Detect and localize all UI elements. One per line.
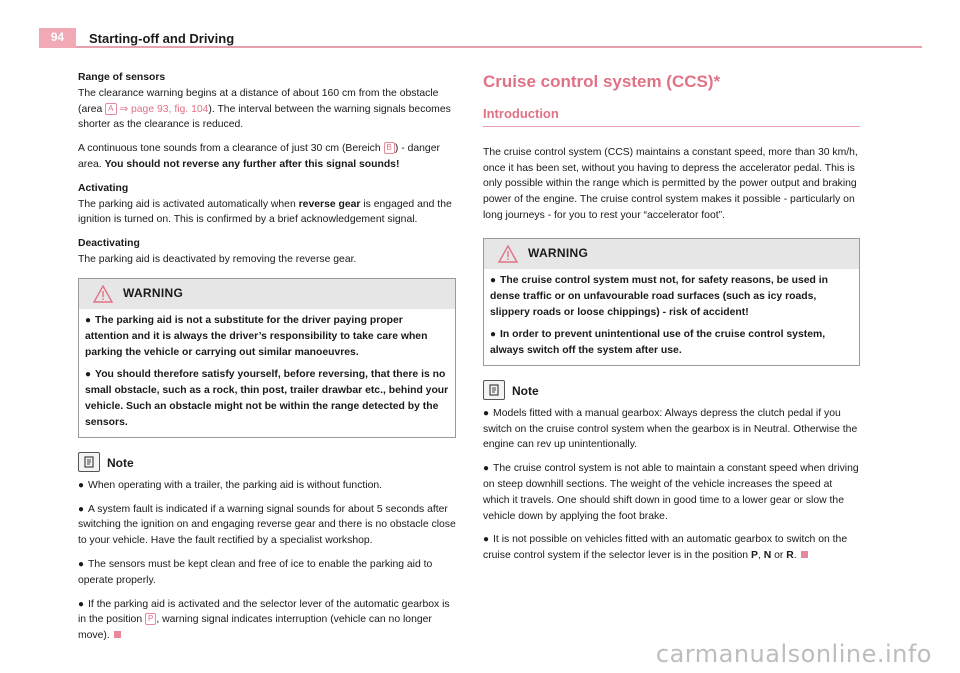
text-span: is engaged and the ignition is turned on. This is confirmed by a brief acknowledgement signal. xyxy=(78,198,452,226)
activating-paragraph xyxy=(78,197,456,229)
text-span: The cruise control system is not able to maintain a constant speed when driving on steep downhill sections. The weight of the vehicle increases the speed at which it travels. One should shift down in good time to a lower gear or slow the vehicle down by applying the foot brake. xyxy=(483,463,859,522)
page-link[interactable]: ⇒ page 93, fig. 104 xyxy=(119,103,209,115)
warning-triangle-icon xyxy=(498,245,518,263)
bullet-icon: ● xyxy=(78,558,85,570)
warning-triangle-icon xyxy=(93,285,113,303)
bold-text: reverse gear xyxy=(298,198,361,210)
text-span: You should therefore satisfy yourself, before reversing, that there is no small obstacle, such as a rock, thin post, trailer drawbar etc., behind your vehicle. Such an obstacle might not be within the range detected by the sensors. xyxy=(85,368,449,428)
text-span: ) - danger area. xyxy=(78,143,440,170)
note-item xyxy=(78,557,456,589)
area-badge-a: A xyxy=(105,103,116,115)
text-span: If the parking aid is activated and the selector lever of the automatic gearbox is in the position xyxy=(78,598,450,626)
bullet-icon: ● xyxy=(490,274,497,286)
area-badge-b: B xyxy=(384,142,395,154)
text-span: , xyxy=(757,550,764,562)
bullet-icon: ● xyxy=(78,479,85,491)
note-item xyxy=(78,597,456,644)
bullet-icon: ● xyxy=(490,328,497,340)
warning-box xyxy=(483,238,860,366)
note-item xyxy=(483,461,860,524)
bullet-icon: ● xyxy=(78,598,85,610)
header-divider xyxy=(76,46,922,48)
gear-position-r: R xyxy=(786,550,794,562)
bullet-icon: ● xyxy=(483,534,490,546)
bullet-icon: ● xyxy=(85,314,92,326)
bold-text: You should not reverse any further after this signal sounds! xyxy=(104,158,400,170)
section-title: Cruise control system (CCS)* xyxy=(483,72,721,91)
note-title: Note xyxy=(107,455,134,470)
text-span: ). The interval between the warning signals becomes shorter as the clearance is reduced. xyxy=(78,103,451,131)
warning-body xyxy=(79,309,455,437)
bullet-icon: ● xyxy=(85,368,92,380)
text-span: The cruise control system must not, for safety reasons, be used in dense traffic or on unfavourable road surfaces (such as icy roads, slippery roads or loose chippings) - risk of accident! xyxy=(490,274,829,318)
warning-item xyxy=(85,367,449,431)
gear-position-n: N xyxy=(763,550,772,562)
text-span: The sensors must be kept clean and free of ice to enable the parking aid to operate properly. xyxy=(78,558,433,586)
gear-position-p: P xyxy=(750,550,758,562)
text-span: The parking aid is activated automatically when xyxy=(78,198,299,210)
text-span: It is not possible on vehicles fitted with an automatic gearbox to switch on the cruise control system if the selector lever is in the position xyxy=(483,534,848,562)
note-header xyxy=(78,452,456,472)
deactivating-heading: Deactivating xyxy=(78,238,140,250)
note-title: Note xyxy=(512,383,539,398)
range-paragraph-2 xyxy=(78,141,456,173)
text-span: Models fitted with a manual gearbox: Always depress the clutch pedal if you switch on the cruise control system when the gearbox is in Neutral. Otherwise the engine can rev up unintentionally. xyxy=(483,407,858,451)
range-heading: Range of sensors xyxy=(78,72,166,83)
note-item xyxy=(483,406,860,453)
text-span: , warning signal indicates interruption (vehicle can no longer move). xyxy=(78,614,432,642)
right-column xyxy=(483,70,860,572)
text-span: . xyxy=(793,550,797,562)
warning-box xyxy=(78,278,456,438)
bullet-icon: ● xyxy=(483,407,490,419)
note-icon xyxy=(483,380,505,400)
warning-body xyxy=(484,269,859,365)
warning-item xyxy=(490,273,853,321)
watermark: carmanualsonline.info xyxy=(655,640,932,669)
text-span: The parking aid is not a substitute for the driver paying proper attention and it is always the driver’s responsibility to take care when parking the vehicle or carrying out similar manoeuvres. xyxy=(85,314,428,358)
note-item xyxy=(78,502,456,549)
section-end-icon xyxy=(801,551,808,558)
warning-title: WARNING xyxy=(528,245,589,260)
text-span: The clearance warning begins at a distance of about 160 cm from the obstacle (area xyxy=(78,87,439,115)
section-end-icon xyxy=(114,631,121,638)
note-icon xyxy=(78,452,100,472)
warning-item xyxy=(490,327,853,359)
note-item xyxy=(78,478,456,494)
text-span: In order to prevent unintentional use of the cruise control system, always switch off the system after use. xyxy=(490,328,826,356)
range-paragraph-1 xyxy=(78,86,456,133)
warning-header xyxy=(79,279,455,309)
text-span: A system fault is indicated if a warning signal sounds for about 5 seconds after switching the ignition on and engaging reverse gear and there is no obstacle close to your vehicle. Have the fault rectified by a specialist workshop. xyxy=(78,503,456,547)
intro-paragraph: The cruise control system (CCS) maintains a constant speed, more than 30 km/h, once it has been set, without you having to depress the accelerator pedal. This is only possible within the range which is permitted by the power output and braking power of the engine. The cruise control system makes it possible - particularly on long journeys - for you to rest your “accelerator foot”. xyxy=(483,146,858,221)
text-span: or xyxy=(771,550,787,562)
warning-header xyxy=(484,239,859,269)
bullet-icon: ● xyxy=(483,463,490,475)
text-span: When operating with a trailer, the parking aid is without function. xyxy=(88,479,383,491)
warning-item xyxy=(85,313,449,361)
subsection-title: Introduction xyxy=(483,106,860,127)
bullet-icon: ● xyxy=(78,503,85,515)
warning-title: WARNING xyxy=(123,285,184,300)
note-header xyxy=(483,380,860,400)
note-item xyxy=(483,532,860,564)
activating-heading: Activating xyxy=(78,182,129,194)
page-number: 94 xyxy=(39,28,76,48)
text-span: A continuous tone sounds from a clearance of just 30 cm (Bereich xyxy=(78,143,384,155)
position-badge-p: P xyxy=(145,613,156,625)
deactivating-paragraph: The parking aid is deactivated by removing the reverse gear. xyxy=(78,253,357,265)
left-column xyxy=(78,70,456,652)
running-header-title: Starting-off and Driving xyxy=(89,31,235,46)
